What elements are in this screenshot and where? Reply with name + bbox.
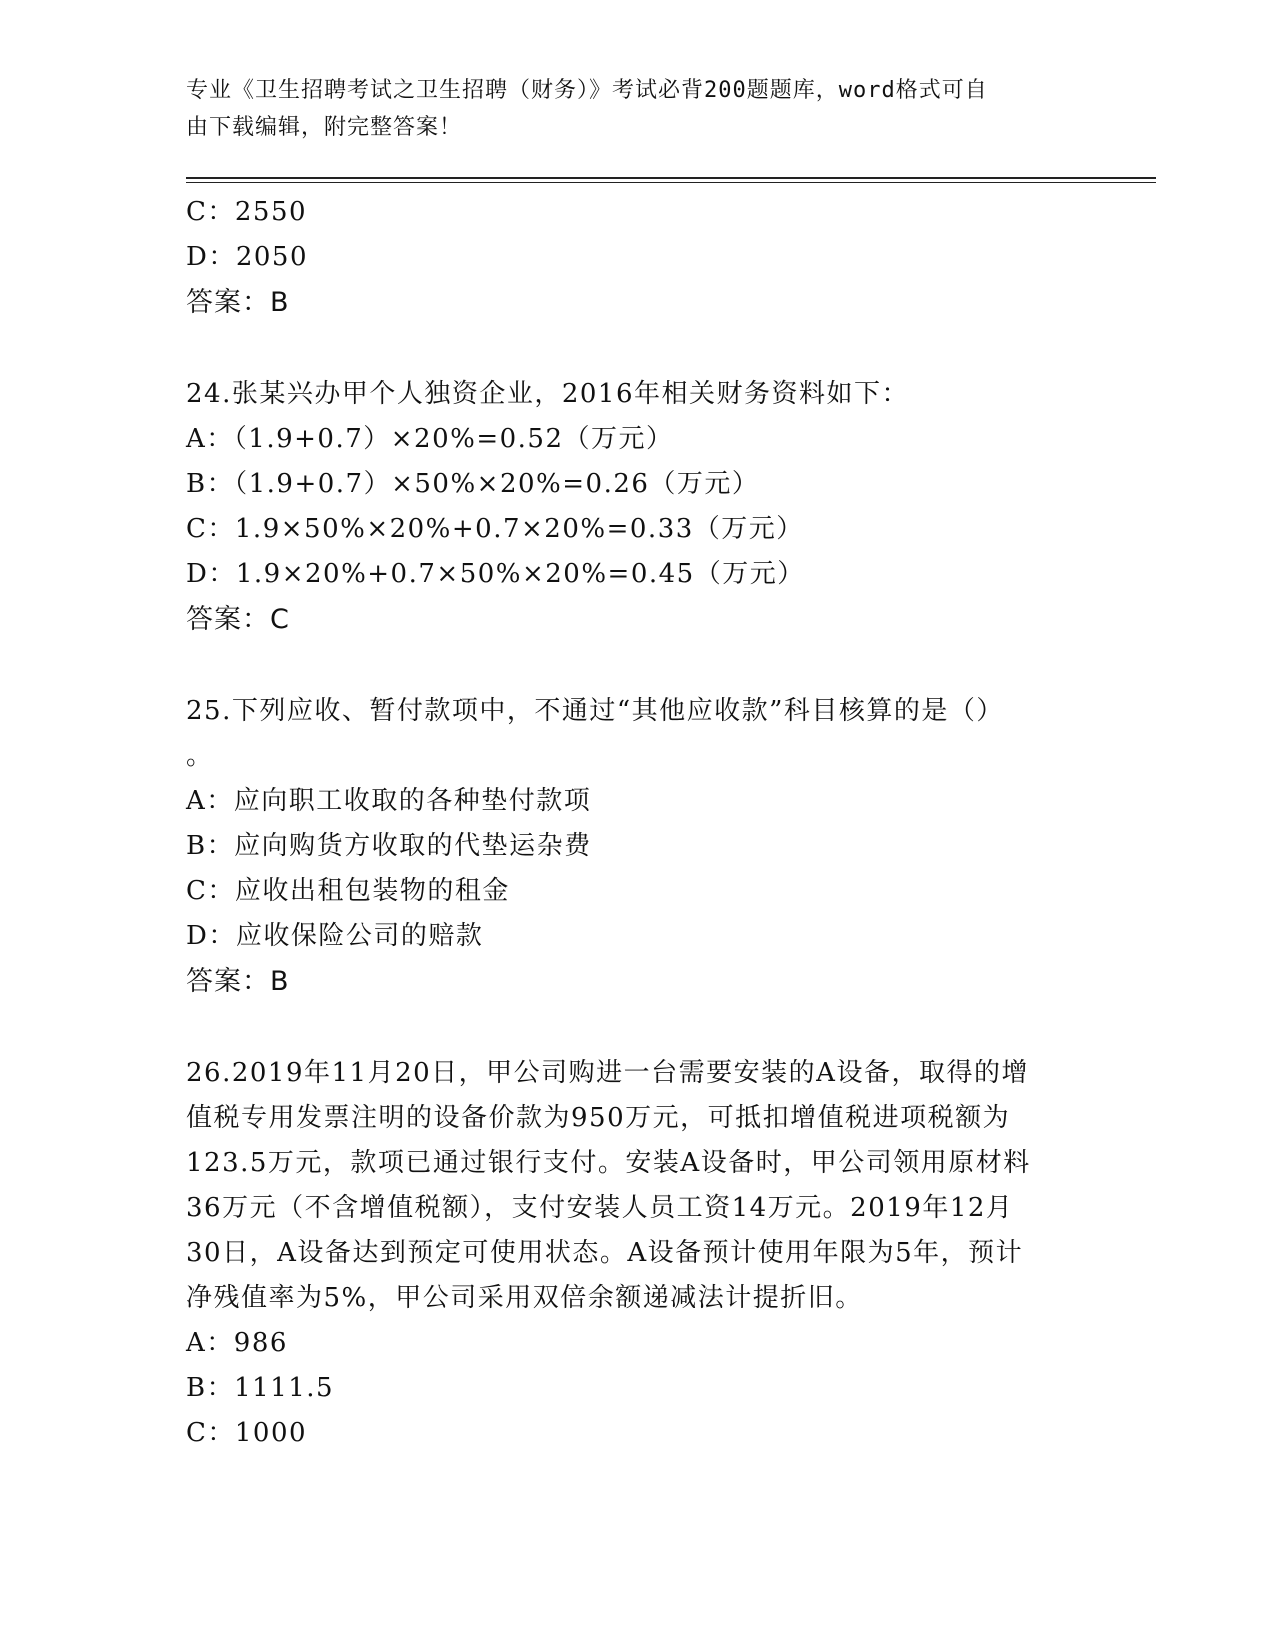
header-line-2: 由下载编辑，附完整答案！ bbox=[186, 115, 463, 140]
question-stem-line-4: 36万元（不含增值税额），支付安装人员工资14万元。2019年12月 bbox=[186, 1193, 1014, 1223]
question-stem-line-3: 123.5万元，款项已通过银行支付。安装A设备时，甲公司领用原材料 bbox=[186, 1148, 1031, 1178]
question-25 bbox=[186, 689, 1086, 1004]
option-a: A：（1.9+0.7）×20%=0.52（万元） bbox=[186, 424, 674, 454]
option-c: C：1000 bbox=[186, 1418, 308, 1448]
answer: 答案：B bbox=[186, 966, 290, 997]
option-d: D：应收保险公司的赔款 bbox=[186, 921, 484, 951]
header-divider-thick bbox=[186, 177, 1156, 179]
header-line-1: 专业《卫生招聘考试之卫生招聘（财务）》考试必背200题题库，word格式可自 bbox=[186, 78, 988, 103]
option-d: D：2050 bbox=[186, 242, 309, 272]
question-stem-line-2: 值税专用发票注明的设备价款为950万元，可抵扣增值税进项税额为 bbox=[186, 1103, 1011, 1133]
question-stem-line-2: 。 bbox=[186, 741, 214, 771]
document-header bbox=[186, 72, 1086, 146]
question-stem-line-5: 30日，A设备达到预定可使用状态。A设备预计使用年限为5年，预计 bbox=[186, 1238, 1024, 1268]
answer: 答案：B bbox=[186, 287, 290, 318]
question-stem: 24.张某兴办甲个人独资企业，2016年相关财务资料如下： bbox=[186, 379, 910, 409]
question-23-tail bbox=[186, 190, 1086, 325]
option-b: B：应向购货方收取的代垫运杂费 bbox=[186, 831, 592, 861]
option-c: C：2550 bbox=[186, 197, 308, 227]
option-a: A：应向职工收取的各种垫付款项 bbox=[186, 786, 592, 816]
option-d: D：1.9×20%+0.7×50%×20%=0.45（万元） bbox=[186, 559, 805, 589]
question-stem-line-1: 26.2019年11月20日，甲公司购进一台需要安装的A设备，取得的增 bbox=[186, 1058, 1029, 1088]
option-a: A：986 bbox=[186, 1328, 288, 1358]
question-24 bbox=[186, 372, 1086, 642]
question-stem-line-1: 25.下列应收、暂付款项中，不通过“其他应收款”科目核算的是（） bbox=[186, 696, 1004, 726]
question-stem-line-6: 净残值率为5%，甲公司采用双倍余额递减法计提折旧。 bbox=[186, 1283, 863, 1313]
option-b: B：（1.9+0.7）×50%×20%=0.26（万元） bbox=[186, 469, 760, 499]
question-26 bbox=[186, 1051, 1086, 1456]
question-list bbox=[186, 190, 1086, 1456]
option-c: C：应收出租包装物的租金 bbox=[186, 876, 510, 906]
answer: 答案：C bbox=[186, 604, 290, 635]
option-b: B：1111.5 bbox=[186, 1373, 335, 1403]
header-divider-thin bbox=[186, 182, 1156, 183]
option-c: C：1.9×50%×20%+0.7×20%=0.33（万元） bbox=[186, 514, 804, 544]
